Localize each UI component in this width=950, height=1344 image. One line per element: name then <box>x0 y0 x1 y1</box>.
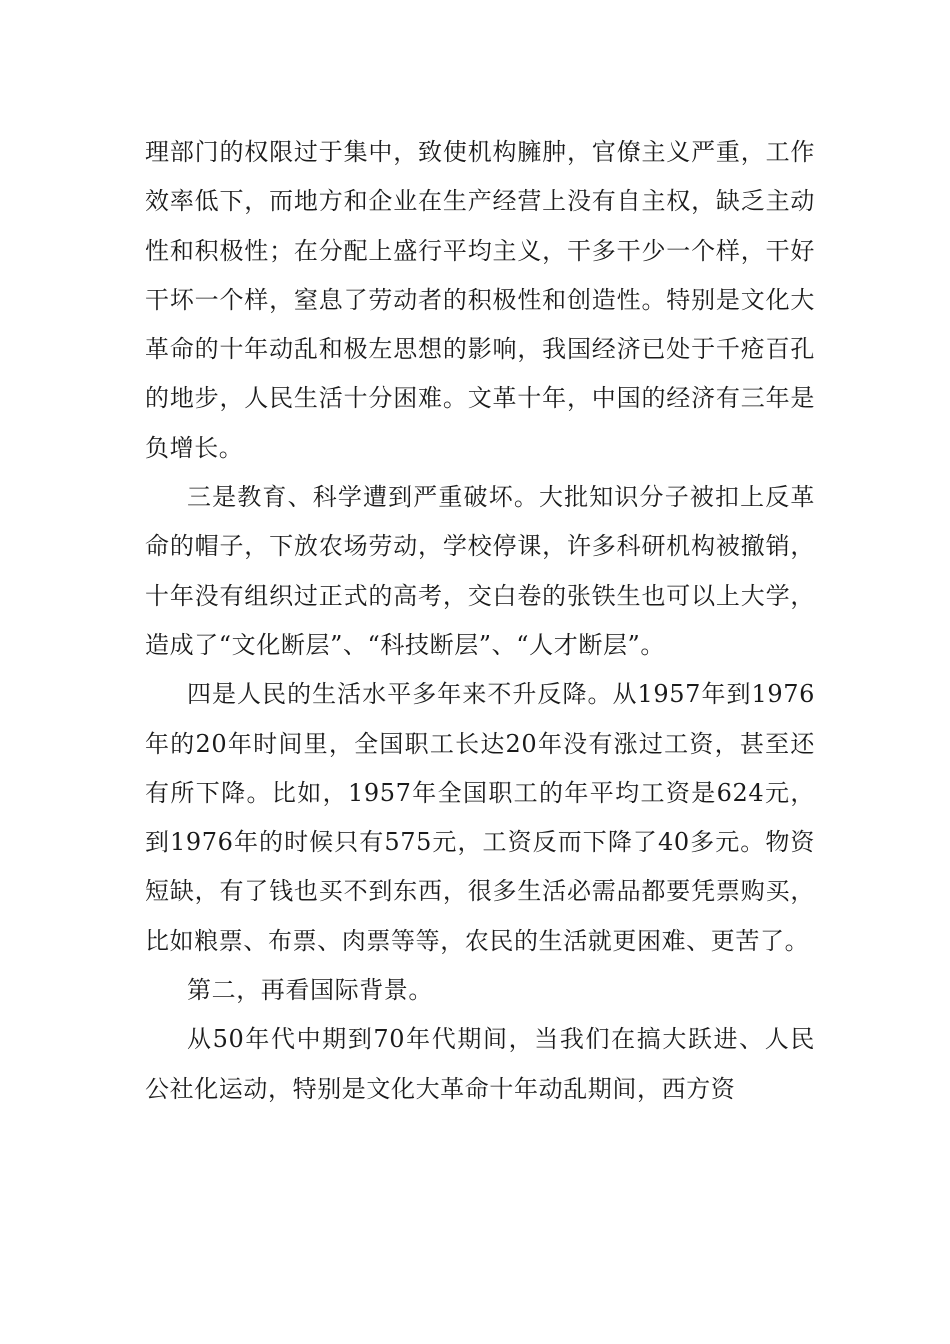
paragraph-section-heading: 第二，再看国际背景。 <box>187 976 433 1005</box>
paragraph-international: 从50年代中期到70年代期间，当我们在搞大跃进、人民公社化运动，特别是文化大革命十年动乱期间，西方资 <box>145 1025 815 1103</box>
paragraph-education: 三是教育、科学遭到严重破坏。大批知识分子被扣上反革命的帽子，下放农场劳动，学校停课，许多科研机构被撤销，十年没有组织过正式的高考，交白卷的张铁生也可以上大学，造成了“文化断层”、“科技断层”、“人才断层”。 <box>145 483 815 659</box>
paragraph-continuation: 理部门的权限过于集中，致使机构臃肿，官僚主义严重，工作效率低下，而地方和企业在生产经营上没有自主权，缺乏主动性和积极性；在分配上盛行平均主义，干多干少一个样，干好干坏一个样，窒息了劳动者的积极性和创造性。特别是文化大革命的十年动乱和极左思想的影响，我国经济已处于千疮百孔的地步，人民生活十分困难。文革十年，中国的经济有三年是负增长。 <box>145 138 815 462</box>
paragraph-living-standard: 四是人民的生活水平多年来不升反降。从1957年到1976年的20年时间里，全国职工长达20年没有涨过工资，甚至还有所下降。比如，1957年全国职工的年平均工资是624元，到1976年的时候只有575元，工资反而下降了40多元。物资短缺，有了钱也买不到东西，很多生活必需品都要凭票购买，比如粮票、布票、肉票等等，农民的生活就更困难、更苦了。 <box>145 680 815 955</box>
body-text <box>145 128 815 1114</box>
